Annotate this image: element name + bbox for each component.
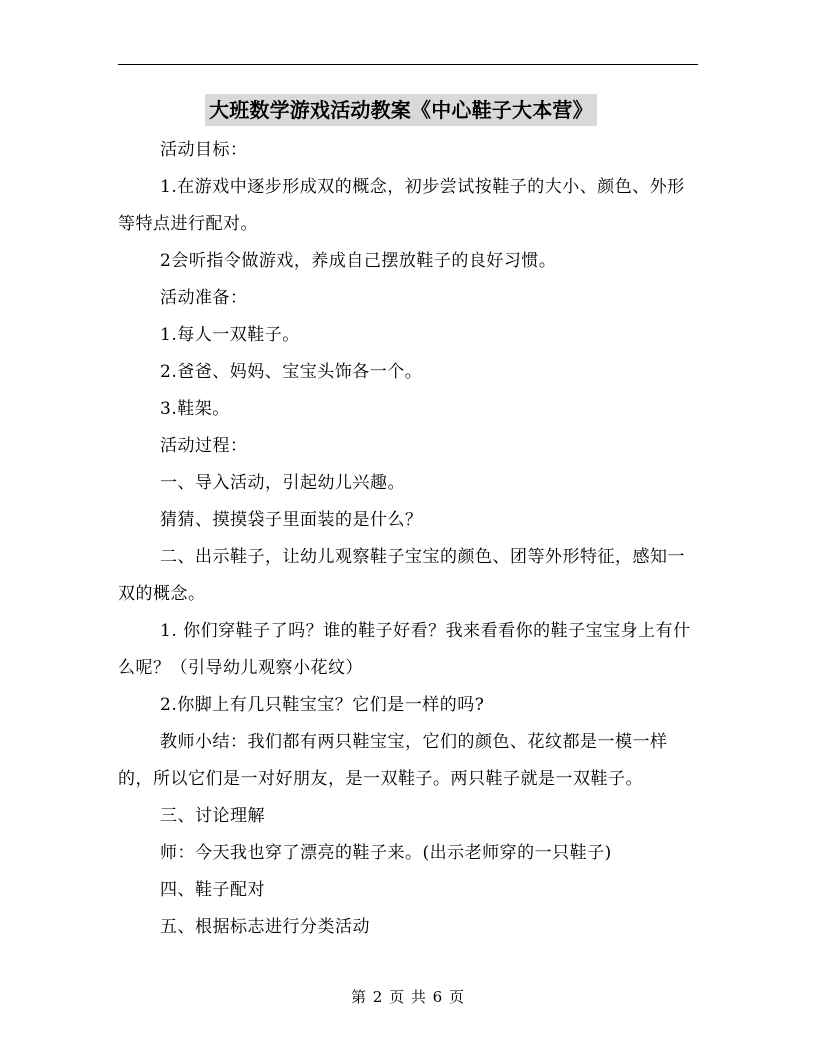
paragraph: 3.鞋架。 bbox=[160, 399, 230, 419]
paragraph: 五、根据标志进行分类活动 bbox=[160, 917, 370, 937]
page-footer: 第 2 页 共 6 页 bbox=[351, 988, 465, 1006]
paragraph: 四、鞋子配对 bbox=[160, 880, 265, 900]
paragraph: 二、出示鞋子，让幼儿观察鞋子宝宝的颜色、团等外形特征，感知一双的概念。 bbox=[118, 547, 685, 604]
paragraph: 1.每人一双鞋子。 bbox=[160, 325, 300, 345]
paragraph: 2.爸爸、妈妈、宝宝头饰各一个。 bbox=[160, 362, 423, 382]
paragraph: 三、讨论理解 bbox=[160, 806, 265, 826]
paragraph: 师：今天我也穿了漂亮的鞋子来。(出示老师穿的一只鞋子) bbox=[160, 843, 612, 863]
document-body bbox=[118, 132, 698, 946]
paragraph: 猜猜、摸摸袋子里面装的是什么？ bbox=[160, 510, 423, 530]
paragraph: 活动准备： bbox=[160, 288, 248, 308]
paragraph: 活动过程： bbox=[160, 436, 248, 456]
paragraph: 活动目标： bbox=[160, 140, 248, 160]
header-rule bbox=[118, 64, 698, 65]
paragraph: 2会听指令做游戏，养成自己摆放鞋子的良好习惯。 bbox=[160, 251, 557, 271]
paragraph: 教师小结：我们都有两只鞋宝宝，它们的颜色、花纹都是一模一样的，所以它们是一对好朋友，是一双鞋子。两只鞋子就是一双鞋子。 bbox=[118, 732, 668, 789]
paragraph: 1.在游戏中逐步形成双的概念，初步尝试按鞋子的大小、颜色、外形等特点进行配对。 bbox=[118, 177, 685, 234]
paragraph: 一、导入活动，引起幼儿兴趣。 bbox=[160, 473, 405, 493]
document-title: 大班数学游戏活动教案《中心鞋子大本营》 bbox=[205, 94, 597, 126]
paragraph: 1. 你们穿鞋子了吗？谁的鞋子好看？我来看看你的鞋子宝宝身上有什么呢？（引导幼儿观察小花纹） bbox=[118, 621, 691, 678]
paragraph: 2.你脚上有几只鞋宝宝？它们是一样的吗? bbox=[160, 695, 485, 715]
